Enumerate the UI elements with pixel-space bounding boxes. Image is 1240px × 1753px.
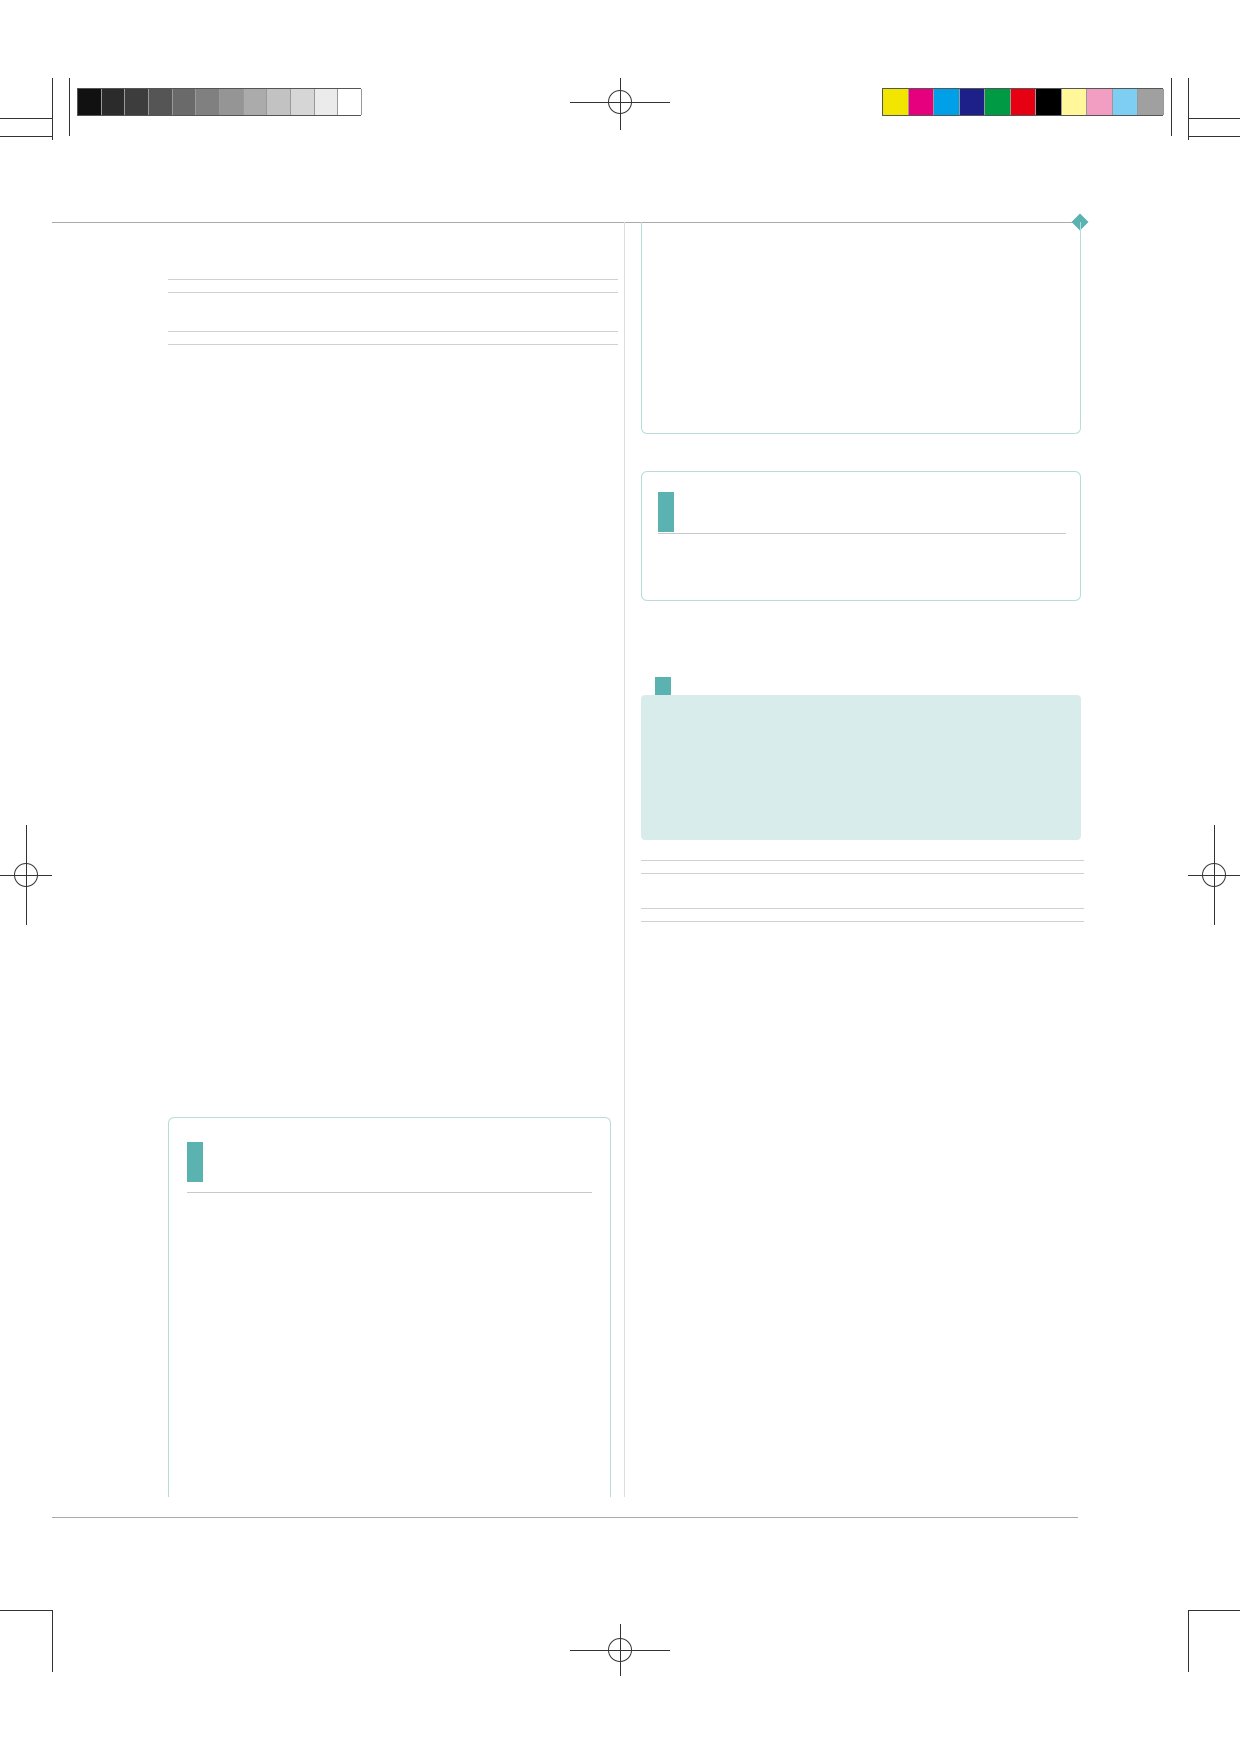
color-swatch [985,89,1011,115]
color-swatch [909,89,935,115]
dictation-continued-box [641,222,1081,434]
grid-tab [925,695,1081,717]
registration-mark [570,78,670,130]
question-19 [168,271,618,297]
divider [168,344,618,345]
gray-swatch [338,89,362,115]
divider [168,279,618,280]
color-swatch [1011,89,1037,115]
gray-color-bar [77,88,361,116]
checkup-test-box [641,471,1081,601]
section-badge [187,1142,203,1182]
gray-swatch [196,89,220,115]
divider [168,292,618,293]
column-divider [624,222,625,1497]
color-swatch [1113,89,1139,115]
crop-mark [1188,1610,1189,1672]
divider [187,1192,592,1193]
bottom-rule [52,1517,1078,1518]
crop-mark [0,136,52,137]
color-swatch [1087,89,1113,115]
gray-swatch [267,89,291,115]
question-01 [641,852,1084,878]
gray-swatch [220,89,244,115]
crop-mark [0,118,52,119]
section-badge [658,492,674,532]
crop-mark [69,78,70,136]
gray-swatch [244,89,268,115]
gray-swatch [125,89,149,115]
question-02 [641,900,1084,926]
crop-mark [1171,78,1172,136]
divider [641,873,1084,874]
registration-mark [1188,825,1240,925]
crop-mark [52,78,53,140]
divider [641,921,1084,922]
crop-mark [52,1610,53,1672]
color-swatch [883,89,909,115]
divider [168,331,618,332]
color-swatch [934,89,960,115]
gray-swatch [102,89,126,115]
gray-swatch [291,89,315,115]
crop-mark [1188,136,1240,137]
color-swatch [960,89,986,115]
divider [658,533,1066,534]
crop-mark [1188,78,1189,140]
registration-mark [570,1624,670,1676]
dictation-test-box [168,1117,611,1497]
crop-mark [1188,118,1240,119]
divider [641,860,1084,861]
box-header [658,492,682,532]
question-20 [168,323,618,349]
color-swatch [1138,89,1164,115]
box-header [187,1142,213,1182]
left-column [168,249,618,349]
crop-mark [1188,1610,1240,1611]
gray-swatch [173,89,197,115]
gray-swatch [315,89,339,115]
gray-swatch [149,89,173,115]
process-color-bar [882,88,1163,116]
crop-mark [0,1610,52,1611]
color-swatch [1036,89,1062,115]
right-column [641,852,1084,946]
divider [641,908,1084,909]
registration-mark [0,825,52,925]
gray-swatch [78,89,102,115]
color-swatch [1062,89,1088,115]
